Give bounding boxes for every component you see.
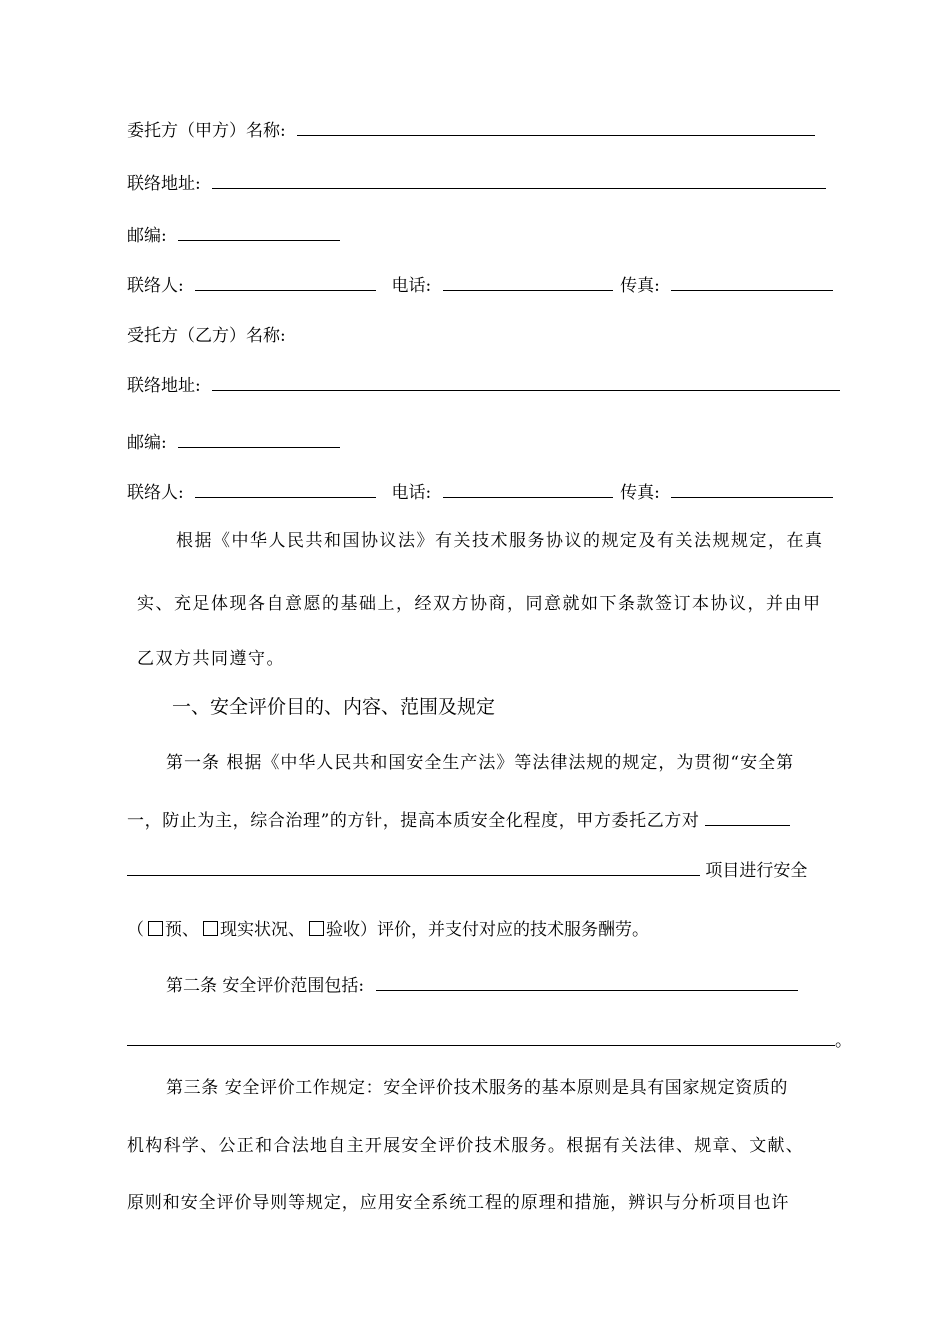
article-3-line-2: 机构科学、公正和合法地自主开展安全评价技术服务。根据有关法律、规章、文献、 (127, 1136, 805, 1156)
article-2-scope-field-2[interactable] (127, 1031, 835, 1046)
article-2-line-2 (127, 1030, 852, 1052)
party-b-postcode-label: 邮编: (127, 433, 167, 453)
party-a-contact-label: 联络人: (127, 276, 184, 296)
party-a-name-label: 委托方（甲方）名称: (127, 121, 286, 141)
option-accept-checkbox[interactable] (309, 921, 324, 936)
article-2-scope-field[interactable] (376, 976, 798, 991)
article-1-line-4-suffix: ）评价，并支付对应的技术服务酬劳。 (360, 920, 649, 940)
party-a-postcode-row (127, 225, 340, 247)
article-1-line-3 (127, 860, 807, 882)
article-1-line-4 (127, 919, 649, 941)
party-b-fax-field[interactable] (671, 483, 833, 498)
party-b-fax-label: 传真: (620, 483, 660, 503)
preamble-line-3: 乙双方共同遵守。 (137, 649, 285, 669)
preamble-line-2: 实、充足体现各自意愿的基础上，经双方协商，同意就如下条款签订本协议，并由甲 (137, 594, 822, 614)
party-b-phone-field[interactable] (443, 483, 613, 498)
party-b-contact-row (127, 482, 833, 504)
option-pre-label: 预、 (165, 920, 199, 940)
party-a-fax-label: 传真: (620, 276, 660, 296)
article-1-project-field-start[interactable] (705, 811, 790, 826)
article-2-label: 第二条 安全评价范围包括: (166, 976, 365, 996)
article-2-line-1 (166, 975, 798, 997)
party-b-contact-field[interactable] (195, 483, 376, 498)
party-a-contact-row (127, 275, 833, 297)
party-b-phone-label: 电话: (391, 483, 432, 503)
party-a-address-label: 联络地址: (127, 174, 201, 194)
party-a-contact-field[interactable] (195, 276, 376, 291)
party-b-contact-label: 联络人: (127, 483, 184, 503)
article-1-line-2 (127, 810, 790, 832)
option-accept-label: 验收 (326, 920, 360, 940)
article-3-line-3: 原则和安全评价导则等规定，应用安全系统工程的原理和措施，辨识与分析项目也许 (127, 1193, 790, 1213)
article-1-line-3-suffix: 项目进行安全 (705, 861, 808, 881)
party-b-address-field[interactable] (212, 376, 840, 391)
party-b-address-row (127, 375, 840, 397)
option-current-checkbox[interactable] (203, 921, 218, 936)
option-pre-checkbox[interactable] (148, 921, 163, 936)
article-2-end-mark: 。 (835, 1031, 852, 1051)
article-3-line-1: 第三条 安全评价工作规定：安全评价技术服务的基本原则是具有国家规定资质的 (166, 1078, 789, 1098)
party-a-name-field[interactable] (297, 121, 815, 136)
party-a-postcode-label: 邮编: (127, 226, 167, 246)
party-a-fax-field[interactable] (671, 276, 833, 291)
article-1-project-field[interactable] (127, 861, 700, 876)
article-1-line-1: 第一条 根据《中华人民共和国安全生产法》等法律法规的规定，为贯彻“安全第 (166, 753, 795, 773)
section-1-heading: 一、安全评价目的、内容、范围及规定 (172, 696, 496, 718)
party-a-postcode-field[interactable] (178, 226, 340, 241)
option-current-label: 现实状况、 (220, 920, 305, 940)
party-b-name-row (127, 325, 286, 347)
party-a-address-field[interactable] (212, 174, 826, 189)
article-1-open-paren: （ (127, 920, 144, 940)
party-b-address-label: 联络地址: (127, 376, 201, 396)
party-a-name-row (127, 120, 815, 142)
party-a-address-row (127, 173, 826, 195)
party-b-name-label: 受托方（乙方）名称: (127, 326, 286, 346)
party-a-phone-label: 电话: (391, 276, 432, 296)
article-1-line-2-text: 一，防止为主，综合治理”的方针，提高本质安全化程度，甲方委托乙方对 (127, 811, 700, 831)
party-a-phone-field[interactable] (443, 276, 613, 291)
party-b-postcode-row (127, 432, 340, 454)
party-b-postcode-field[interactable] (178, 433, 340, 448)
preamble-line-1: 根据《中华人民共和国协议法》有关技术服务协议的规定及有关法规规定，在真 (176, 531, 824, 551)
